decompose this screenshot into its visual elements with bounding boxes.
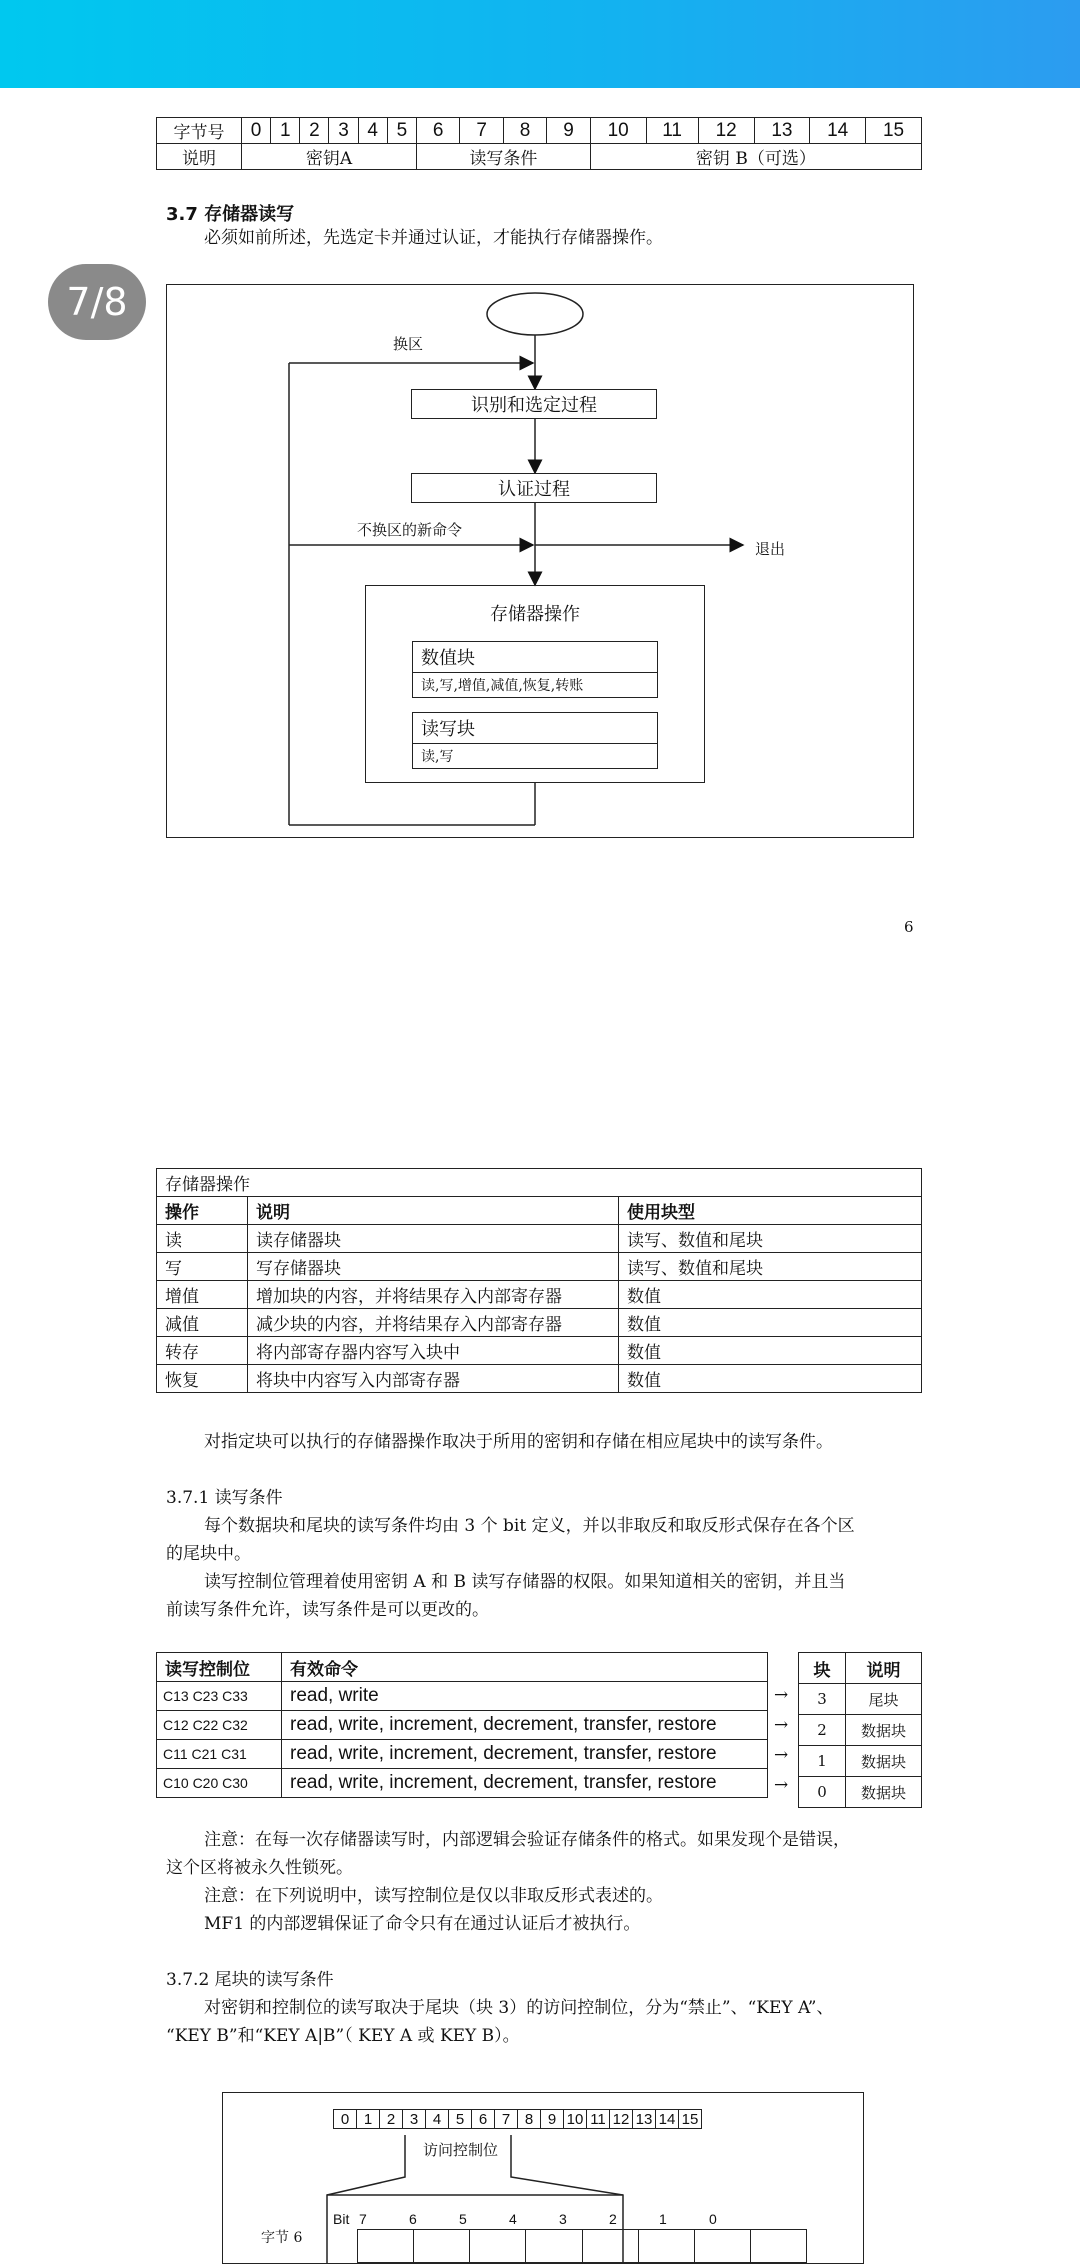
byte-number: 11 <box>587 2110 610 2129</box>
bit-cell <box>751 2229 807 2263</box>
byte-number: 11 <box>646 118 698 144</box>
byte-number: 13 <box>754 118 810 144</box>
table-cell: 数据块 <box>846 1715 922 1746</box>
table-cell: 数值 <box>619 1337 922 1365</box>
note-3: MF1 的内部逻辑保证了命令只有在通过认证后才被执行。 <box>204 1914 641 1934</box>
table-cell: read, write, increment, decrement, transfer, restore <box>282 1769 768 1798</box>
table-row <box>799 1684 922 1715</box>
section-3-7-1-heading: 3.7.1 读写条件 <box>166 1488 283 1508</box>
memory-ops-title: 存储器操作 <box>490 604 580 625</box>
rw-block-box <box>412 712 658 769</box>
byte-number: 2 <box>380 2110 403 2129</box>
table-cell: 0 <box>799 1777 846 1808</box>
table-row <box>157 1365 922 1393</box>
table-cell: C12 C22 C32 <box>157 1711 282 1740</box>
table-cell: read, write, increment, decrement, transfer, restore <box>282 1740 768 1769</box>
value-block-ops: 读,写,增值,减值,恢复,转账 <box>421 678 584 694</box>
table-row <box>157 1253 922 1281</box>
bit-number: 5 <box>459 2211 467 2227</box>
rw-header: 有效命令 <box>282 1653 768 1682</box>
byte-number: 0 <box>334 2110 357 2129</box>
table-cell: 读写、数值和尾块 <box>619 1225 922 1253</box>
authentication-box: 认证过程 <box>411 473 657 503</box>
table-cell: 3 <box>799 1684 846 1715</box>
bit-number: 4 <box>509 2211 517 2227</box>
top-banner <box>0 0 1080 88</box>
byte-number: 5 <box>387 118 416 144</box>
byte-number: 3 <box>329 118 358 144</box>
note-1a: 注意：在每一次存储器读写时，内部逻辑会验证存储条件的格式。如果发现个是错误， <box>204 1830 850 1850</box>
memory-ops-box <box>365 585 705 783</box>
byte-number: 1 <box>271 118 300 144</box>
table-cell: 读 <box>157 1225 248 1253</box>
table-row <box>157 1682 768 1711</box>
trailer-access-diagram <box>222 2092 864 2264</box>
table-cell: 增值 <box>157 1281 248 1309</box>
byte-number: 4 <box>358 118 387 144</box>
table-cell: 数值 <box>619 1365 922 1393</box>
table-cell: read, write, increment, decrement, transfer, restore <box>282 1711 768 1740</box>
byte6-label: 字节 6 <box>261 2230 303 2246</box>
byte-number: 9 <box>541 2110 564 2129</box>
byte-number: 13 <box>633 2110 656 2129</box>
byte-number: 5 <box>449 2110 472 2129</box>
table-row <box>799 1746 922 1777</box>
value-block-title: 数值块 <box>413 642 657 673</box>
identify-select-box: 识别和选定过程 <box>411 389 657 419</box>
table-row <box>157 1309 922 1337</box>
block-header: 块 <box>799 1653 846 1684</box>
section-3-7-2-p1a: 对密钥和控制位的读写取决于尾块（块 3）的访问控制位，分为“禁止”、“KEY A”、 <box>204 1998 834 2018</box>
byte-number: 3 <box>403 2110 426 2129</box>
ops-header: 操作 <box>157 1197 248 1225</box>
switch-sector-label: 换区 <box>393 335 424 353</box>
byte-number: 7 <box>460 118 503 144</box>
arrow-icon: → <box>774 1745 789 1765</box>
page-indicator[interactable]: 7/8 <box>48 264 146 340</box>
table-cell: 恢复 <box>157 1365 248 1393</box>
bit-cell <box>414 2229 470 2263</box>
table-cell: 减少块的内容，并将结果存入内部寄存器 <box>248 1309 619 1337</box>
note-1b: 这个区将被永久性锁死。 <box>166 1858 353 1878</box>
byte-number: 7 <box>495 2110 518 2129</box>
table-cell: C13 C23 C33 <box>157 1682 282 1711</box>
section-3-7-2-p1b: “KEY B”和“KEY A|B”（ KEY A 或 KEY B）。 <box>166 2026 520 2046</box>
table-cell: 2 <box>799 1715 846 1746</box>
section-3-7-heading: 3.7 存储器读写 <box>166 204 295 225</box>
table-cell: 读存储器块 <box>248 1225 619 1253</box>
byte-number: 12 <box>698 118 754 144</box>
table-cell: 写 <box>157 1253 248 1281</box>
byte-number: 6 <box>416 118 459 144</box>
byte-row-label: 字节号 <box>157 118 242 144</box>
table-row <box>157 1711 768 1740</box>
byte-number: 12 <box>610 2110 633 2129</box>
byte-number: 8 <box>518 2110 541 2129</box>
ops-note: 对指定块可以执行的存储器操作取决于所用的密钥和存储在相应尾块中的读写条件。 <box>204 1432 833 1452</box>
new-command-label: 不换区的新命令 <box>357 521 463 539</box>
bit-number: 1 <box>659 2211 667 2227</box>
bit-number: 2 <box>609 2211 617 2227</box>
byte-number: 10 <box>590 118 646 144</box>
ops-table-title: 存储器操作 <box>157 1169 922 1197</box>
table-row <box>157 1769 768 1798</box>
arrow-icon: → <box>774 1775 789 1795</box>
note-2: 注意：在下列说明中，读写控制位是仅以非取反形式表述的。 <box>204 1886 663 1906</box>
table-cell: 转存 <box>157 1337 248 1365</box>
bit-cell <box>583 2229 639 2263</box>
bit-cells <box>357 2229 807 2263</box>
byte-number: 14 <box>810 118 866 144</box>
bit-label: Bit <box>333 2211 350 2227</box>
access-bits-label: 访问控制位 <box>423 2141 499 2159</box>
byte-number: 10 <box>564 2110 587 2129</box>
key-a-cell: 密钥A <box>242 144 417 170</box>
rw-control-table <box>156 1652 768 1798</box>
section-3-7-1-p1b: 的尾块中。 <box>166 1544 251 1564</box>
table-row <box>157 1225 922 1253</box>
table-row <box>157 1337 922 1365</box>
table-row <box>799 1777 922 1808</box>
rw-block-title: 读写块 <box>413 713 657 744</box>
table-row <box>157 1281 922 1309</box>
table-cell: 1 <box>799 1746 846 1777</box>
section-3-7-2-heading: 3.7.2 尾块的读写条件 <box>166 1970 334 1990</box>
page-number: 6 <box>904 918 914 936</box>
rw-block-ops: 读,写 <box>421 749 454 765</box>
table-row <box>157 1740 768 1769</box>
byte-number: 4 <box>426 2110 449 2129</box>
byte-number: 8 <box>503 118 546 144</box>
byte-number: 2 <box>300 118 329 144</box>
table-cell: 减值 <box>157 1309 248 1337</box>
key-b-cell: 密钥 B（可选） <box>590 144 921 170</box>
value-block-box <box>412 641 658 698</box>
bit-number: 0 <box>709 2211 717 2227</box>
table-cell: 将块中内容写入内部寄存器 <box>248 1365 619 1393</box>
byte-number: 1 <box>357 2110 380 2129</box>
byte-number: 0 <box>242 118 271 144</box>
ops-header: 使用块型 <box>619 1197 922 1225</box>
bit-cell <box>695 2229 751 2263</box>
bit-number: 6 <box>409 2211 417 2227</box>
byte-layout-table <box>156 117 922 170</box>
table-cell: 数值 <box>619 1309 922 1337</box>
access-conditions-cell: 读写条件 <box>416 144 590 170</box>
bit-cell <box>639 2229 695 2263</box>
table-cell: C10 C20 C30 <box>157 1769 282 1798</box>
bit-numbers <box>359 2211 759 2227</box>
memory-ops-table <box>156 1168 922 1393</box>
bit-cell <box>470 2229 526 2263</box>
block-table <box>798 1652 922 1808</box>
arrow-icon: → <box>774 1715 789 1735</box>
bit-cell <box>526 2229 582 2263</box>
desc-row-label: 说明 <box>157 144 242 170</box>
byte-number: 15 <box>866 118 922 144</box>
table-cell: 读写、数值和尾块 <box>619 1253 922 1281</box>
bit-number: 3 <box>559 2211 567 2227</box>
section-3-7-text: 必须如前所述，先选定卡并通过认证，才能执行存储器操作。 <box>204 228 663 248</box>
table-cell: C11 C21 C31 <box>157 1740 282 1769</box>
byte-number: 9 <box>547 118 590 144</box>
ops-header: 说明 <box>248 1197 619 1225</box>
section-3-7-1-p1a: 每个数据块和尾块的读写条件均由 3 个 bit 定义，并以非取反和取反形式保存在各个区 <box>204 1516 855 1536</box>
rw-header: 读写控制位 <box>157 1653 282 1682</box>
table-cell: 数值 <box>619 1281 922 1309</box>
bit-cell <box>357 2229 414 2263</box>
start-oval <box>487 293 583 335</box>
table-cell: 数据块 <box>846 1746 922 1777</box>
table-cell: 写存储器块 <box>248 1253 619 1281</box>
table-cell: 将内部寄存器内容写入块中 <box>248 1337 619 1365</box>
bit-number: 7 <box>359 2211 367 2227</box>
table-cell: read, write <box>282 1682 768 1711</box>
table-cell: 尾块 <box>846 1684 922 1715</box>
arrow-icon: → <box>774 1685 789 1705</box>
byte-number: 6 <box>472 2110 495 2129</box>
section-3-7-1-p2b: 前读写条件允许，读写条件是可以更改的。 <box>166 1600 489 1620</box>
byte-number: 14 <box>656 2110 679 2129</box>
exit-label: 退出 <box>755 540 786 558</box>
byte-number: 15 <box>679 2110 702 2129</box>
table-cell: 数据块 <box>846 1777 922 1808</box>
section-3-7-1-p2a: 读写控制位管理着使用密钥 A 和 B 读写存储器的权限。如果知道相关的密钥，并且当 <box>204 1572 846 1592</box>
block-header: 说明 <box>846 1653 922 1684</box>
table-row <box>799 1715 922 1746</box>
table-cell: 增加块的内容，并将结果存入内部寄存器 <box>248 1281 619 1309</box>
flowchart <box>166 284 914 838</box>
